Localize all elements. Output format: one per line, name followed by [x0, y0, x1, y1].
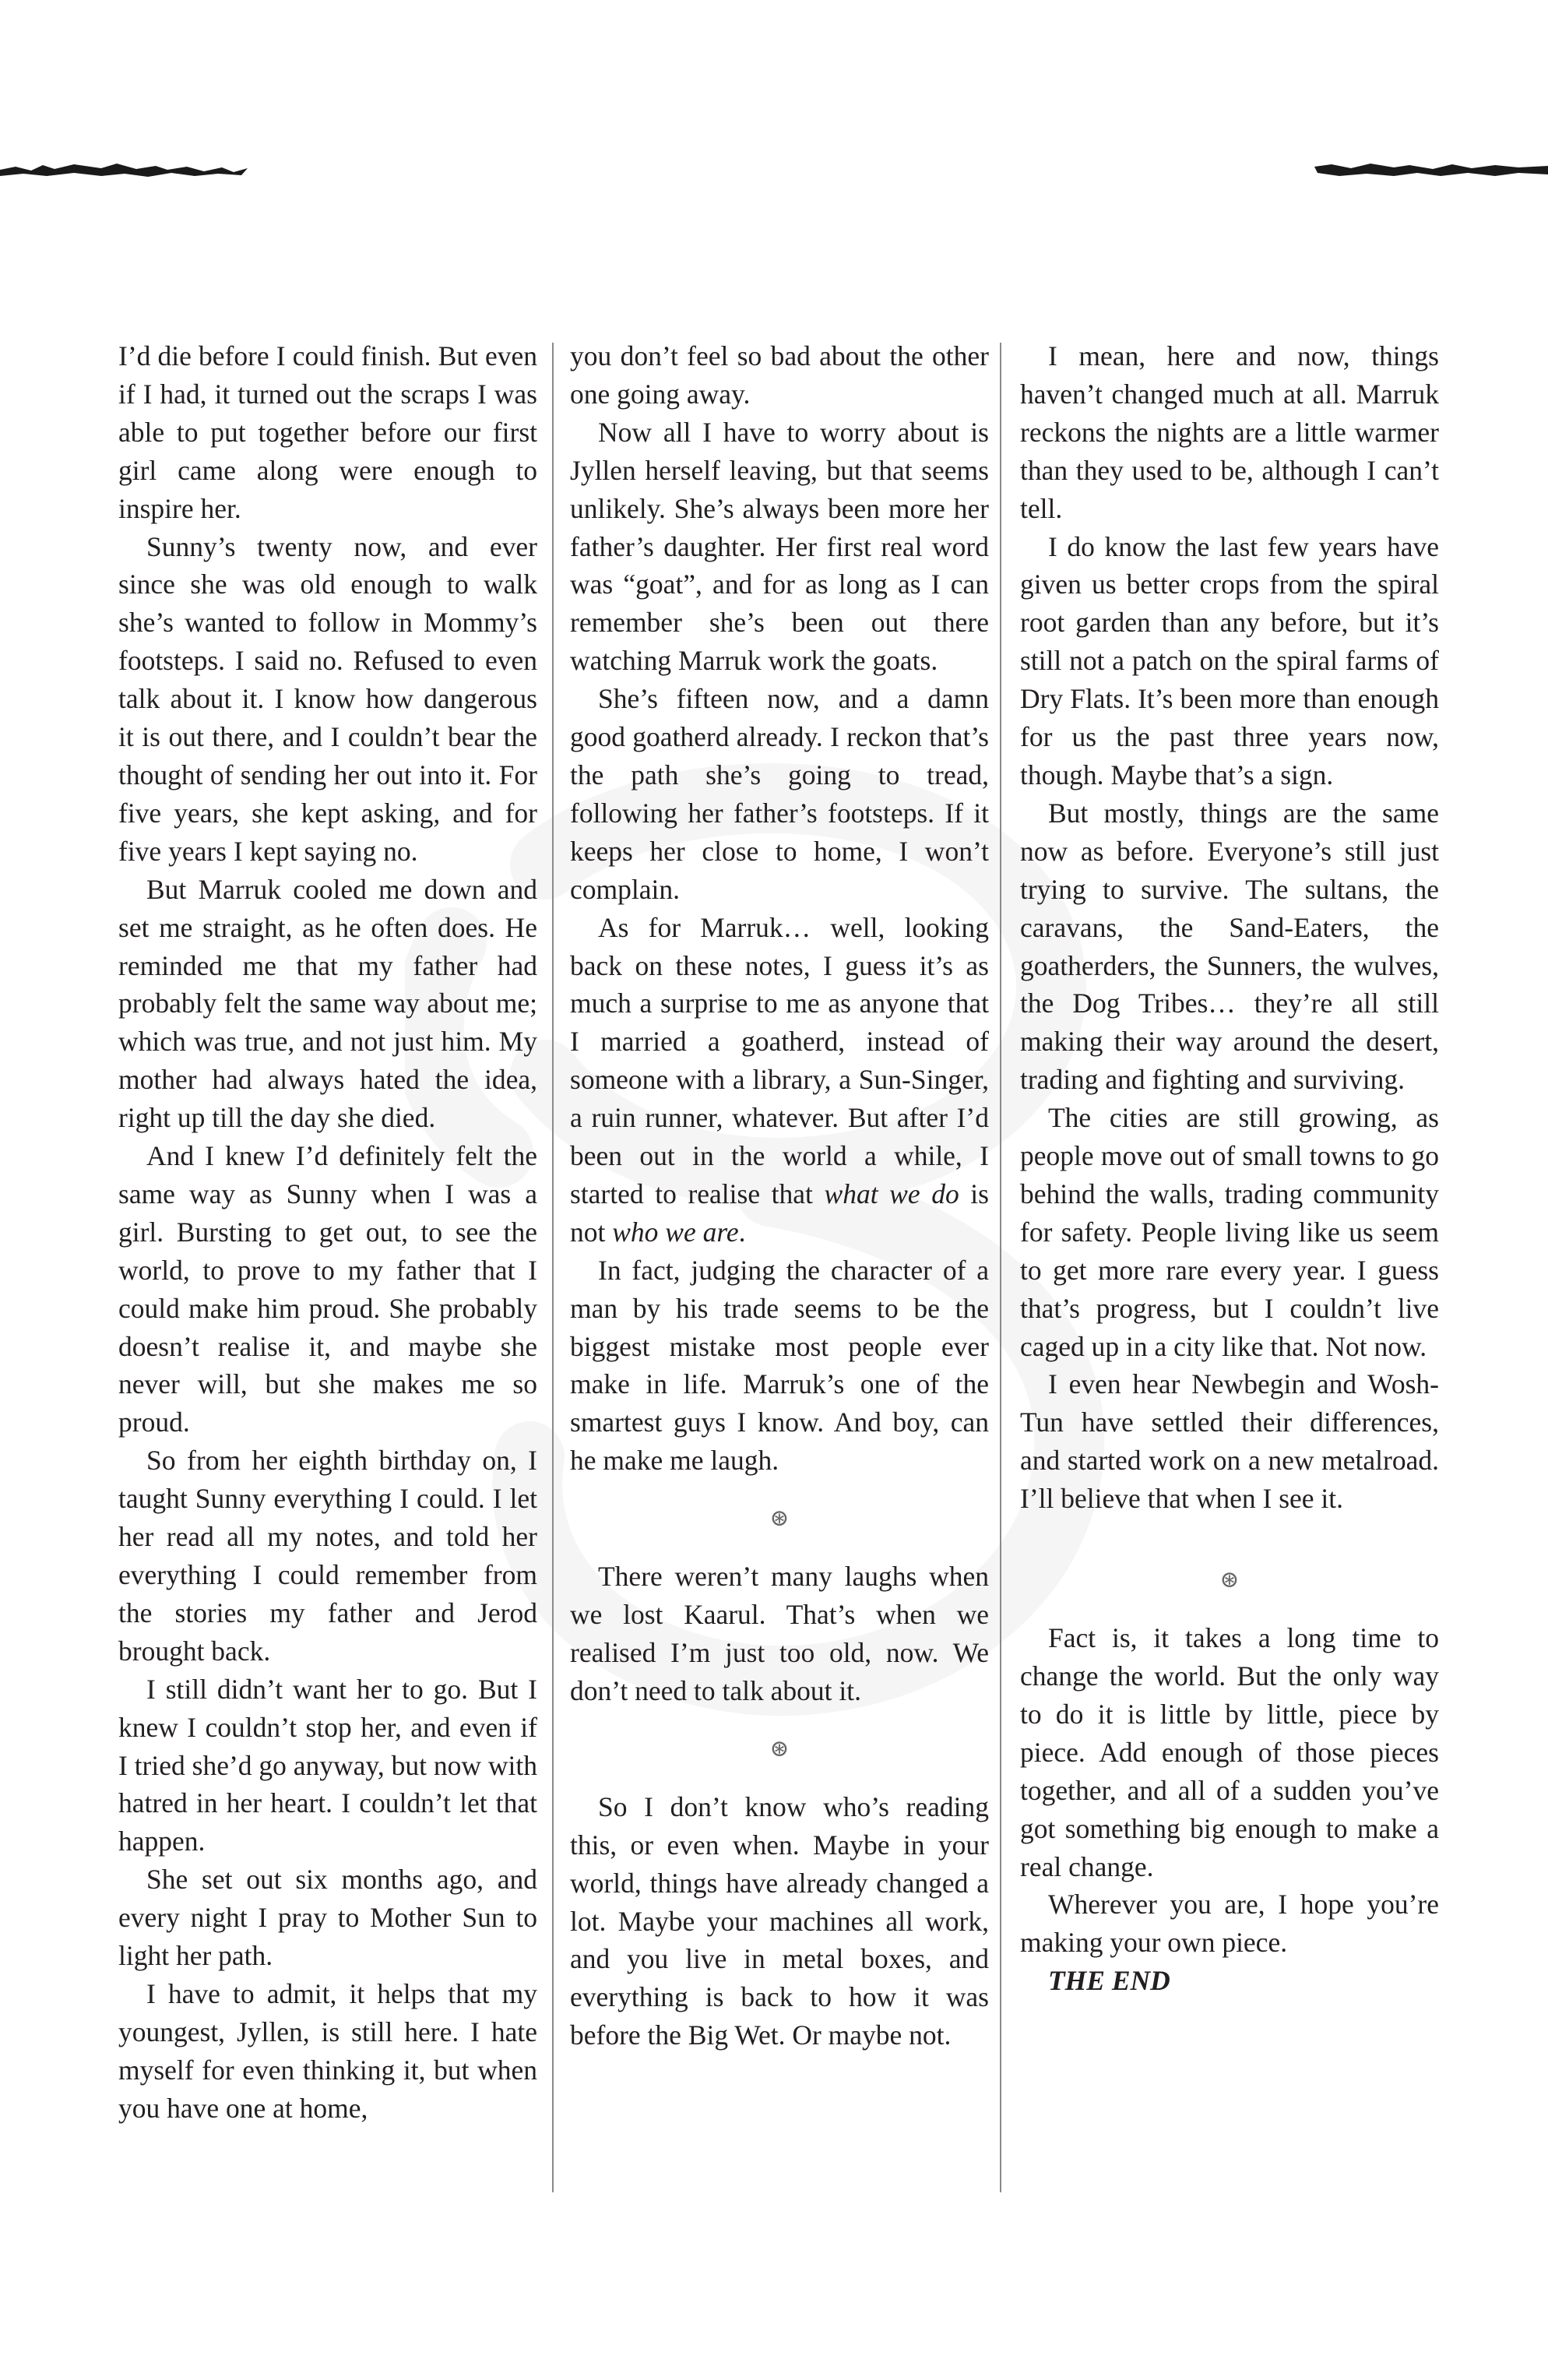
italic-phrase: what we do — [824, 1178, 959, 1209]
paragraph: But Marruk cooled me down and set me straight, as he often does. He reminded me that my father had probably felt the same way about me; which was true, and not just him. My mother had always hated the idea, right up till the day she died. — [118, 873, 537, 1134]
paragraph: She set out six months ago, and every night I pray to Mother Sun to light her path. — [118, 1864, 537, 1972]
section-break-ornament-icon: ⊛ — [769, 1505, 790, 1532]
paragraph: I’d die before I could finish. But even if I had, it turned out the scraps I was able to put together before our first girl came along were enough to inspire her. — [118, 340, 537, 524]
section-break-ornament-icon: ⊛ — [769, 1735, 790, 1762]
paragraph: And I knew I’d definitely felt the same way as Sunny when I was a girl. Bursting to get out, to see the world, to prove to my father that I could make him proud. She probably doesn’t realise it, and maybe she never will, but she makes me so proud. — [118, 1140, 537, 1438]
paragraph: Fact is, it takes a long time to change the world. But the only way to do it is little by little, piece by piece. Add enough of those pieces together, and all of a sudden you’ve got something big enough to make a real change. — [1020, 1622, 1439, 1882]
paragraph: The cities are still growing, as people move out of small towns to go behind the walls, trading community for safety. People living like us seem to get more rare every year. I guess that’s progress, but I couldn’t live caged up in a city like that. Not now. — [1020, 1102, 1439, 1362]
paragraph: She’s fifteen now, and a damn good goatherd already. I reckon that’s the path she’s going to tread, following her father’s footsteps. If it keeps her close to home, I won’t complain. — [570, 683, 989, 905]
text-column-3 — [1020, 337, 1439, 2000]
torn-header-rule-left — [0, 148, 257, 187]
paragraph: I still didn’t want her to go. But I knew I couldn’t stop her, and even if I tried she’d go anyway, but now with hatred in her heart. I couldn’t let that happen. — [118, 1673, 537, 1857]
torn-header-rule-right — [1308, 148, 1548, 187]
paragraph: So I don’t know who’s reading this, or even when. Maybe in your world, things have already changed a lot. Maybe your machines all work, and you live in metal boxes, and everything is back to how it was before the Big Wet. Or maybe not. — [570, 1790, 989, 2051]
column-divider-right — [1000, 343, 1001, 2192]
paragraph: I mean, here and now, things haven’t changed much at all. Marruk reckons the nights are a little warmer than they used to be, although I can’t tell. — [1020, 340, 1439, 524]
paragraph: Sunny’s twenty now, and ever since she was old enough to walk she’s wanted to follow in Mommy’s footsteps. I said no. Refused to even talk about it. I know how dangerous it is out there, and I couldn’t bear the thought of sending her out into it. For five years, she kept asking, and for five years I kept saying no. — [118, 530, 537, 867]
paragraph: In fact, judging the character of a man by his trade seems to be the biggest mistake most people ever make in life. Marruk’s one of the smartest guys I know. And boy, can he make me laugh. — [570, 1254, 989, 1477]
paragraph: you don’t feel so bad about the other one going away. — [570, 340, 989, 410]
paragraph: Wherever you are, I hope you’re making your own piece. — [1020, 1889, 1439, 1959]
section-break-ornament-icon: ⊛ — [1219, 1567, 1240, 1593]
paragraph: I even hear Newbegin and Wosh-Tun have settled their differences, and started work on a new metalroad. I’ll believe that when I see it. — [1020, 1368, 1439, 1515]
paragraph: I have to admit, it helps that my youngest, Jyllen, is still here. I hate myself for even thinking it, but when you have one at home, — [118, 1977, 537, 2124]
italic-phrase: who we are — [612, 1216, 739, 1248]
text-column-1 — [118, 337, 537, 2128]
text-column-2 — [570, 337, 989, 2054]
paragraph: But mostly, things are the same now as before. Everyone’s still just trying to survive. The sultans, the caravans, the Sand-Eaters, the goatherders, the Sunners, the wulves, the Dog Tribes… they’re all still making their way around the desert, trading and fighting and surviving. — [1020, 797, 1439, 1096]
paragraph: So from her eighth birthday on, I taught Sunny everything I could. I let her read all my notes, and told her everything I could remember from the stories my father and Jerod brought back. — [118, 1445, 537, 1667]
the-end-heading: THE END — [1048, 1965, 1170, 1997]
paragraph: Now all I have to worry about is Jyllen herself leaving, but that seems unlikely. She’s always been more her father’s daughter. Her first real word was “goat”, and for as long as I can remember she’s been out there watching Marruk work the goats. — [570, 416, 989, 677]
paragraph: I do know the last few years have given us better crops from the spiral root garden than any before, but it’s still not a patch on the spiral farms of Dry Flats. It’s been more than enough for us the past three years now, though. Maybe that’s a sign. — [1020, 530, 1439, 790]
paragraph: As for Marruk… well, looking back on these notes, I guess it’s as much a surprise to me as anyone that I married a goatherd, instead of someone with a library, a Sun-Singer, a ruin runner, whatever. But after I’d been out in the world a while, I started to realise that what we do is not who we are. — [570, 911, 989, 1248]
paragraph: There weren’t many laughs when we lost Kaarul. That’s when we realised I’m just too old, now. We don’t need to talk about it. — [570, 1561, 989, 1706]
column-divider-left — [552, 343, 554, 2192]
